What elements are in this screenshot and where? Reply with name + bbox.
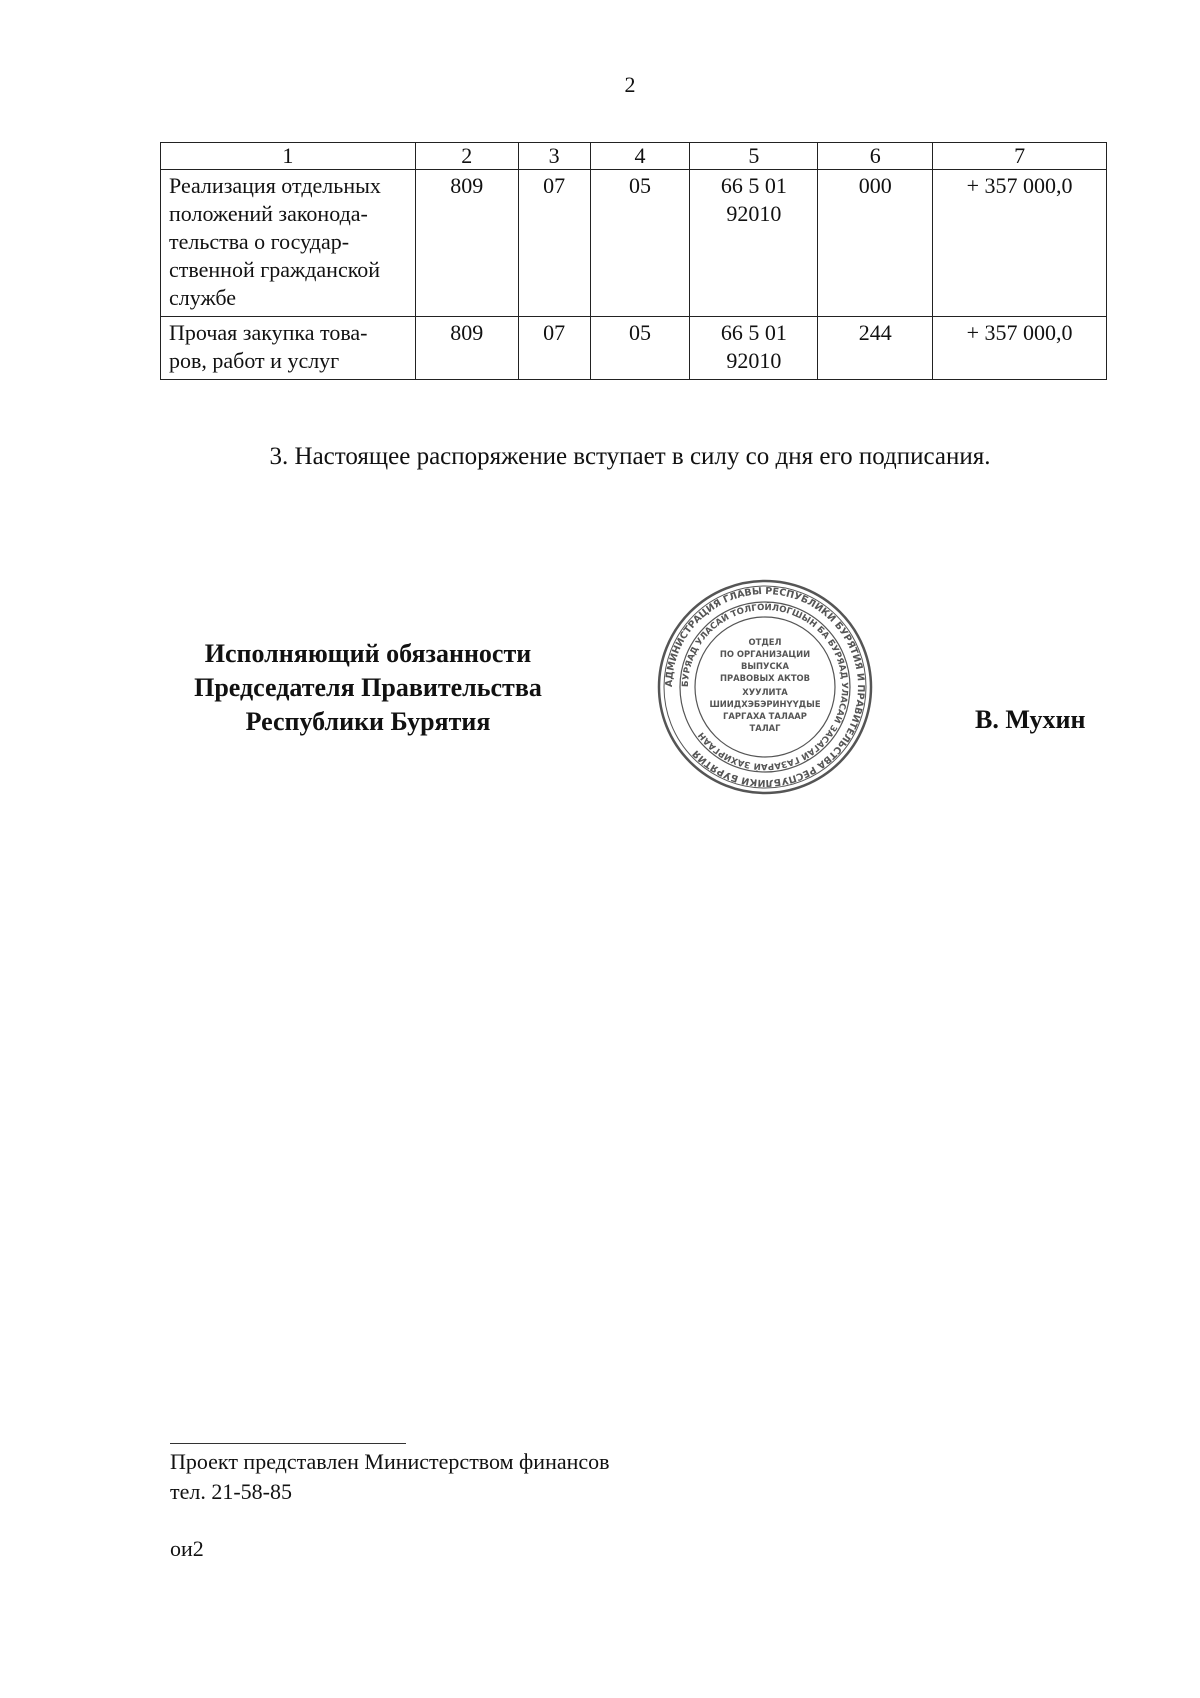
amount-cell: + 357 000,0 <box>933 170 1107 317</box>
signatory-position-line: Председателя Правительства <box>194 673 542 702</box>
table-row <box>161 170 1107 317</box>
target-article-cell <box>690 317 818 380</box>
row-name-line: Прочая закупка това- <box>169 320 368 345</box>
seal-center-line: ВЫПУСКА <box>740 661 790 671</box>
footer-line: Проект представлен Министерством финансов <box>170 1449 610 1474</box>
subsection-cell: 05 <box>590 170 690 317</box>
effective-date-paragraph: 3. Настоящее распоряжение вступает в силу со дня его подписания. <box>269 443 991 470</box>
page-number: 2 <box>624 72 636 97</box>
official-seal <box>655 577 875 797</box>
header-cell: 3 <box>518 143 590 170</box>
document-code: ои2 <box>170 1536 204 1561</box>
seal-center-line: ПО ОРГАНИЗАЦИИ <box>719 649 811 659</box>
section-cell: 07 <box>518 170 590 317</box>
header-cell: 4 <box>590 143 690 170</box>
target-article-line: 92010 <box>726 201 782 226</box>
budget-table <box>160 142 1107 380</box>
header-cell: 6 <box>818 143 933 170</box>
signatory-position-line: Исполняющий обязанности <box>204 639 532 668</box>
target-article-cell <box>690 170 818 317</box>
seal-center-line: ШИИДХЭБЭРИНҮҮДЫЕ <box>709 699 821 709</box>
seal-center-line: ТАЛАГ <box>749 723 781 733</box>
row-name-cell <box>161 170 416 317</box>
row-name-cell <box>161 317 416 380</box>
table-row <box>161 317 1107 380</box>
row-name-line: службе <box>169 285 237 310</box>
signatory-position <box>155 637 581 739</box>
admin-code-cell: 809 <box>415 317 518 380</box>
target-article-line: 66 5 01 <box>720 173 787 198</box>
row-name-line: положений законода- <box>169 201 368 226</box>
seal-center-line: ОТДЕЛ <box>748 637 782 647</box>
seal-center-line: ХУУЛИТА <box>742 687 788 697</box>
row-name-line: ственной гражданской <box>169 257 381 282</box>
footer-divider <box>170 1443 406 1444</box>
amount-cell: + 357 000,0 <box>933 317 1107 380</box>
table-header-row <box>161 143 1107 170</box>
seal-center-line: ПРАВОВЫХ АКТОВ <box>719 673 811 683</box>
section-cell: 07 <box>518 317 590 380</box>
footer-note <box>170 1447 610 1507</box>
row-name-line: Реализация отдельных <box>169 173 381 198</box>
expense-type-cell: 000 <box>818 170 933 317</box>
subsection-cell: 05 <box>590 317 690 380</box>
signatory-name: В. Мухин <box>975 705 1086 734</box>
target-article-line: 92010 <box>726 348 782 373</box>
admin-code-cell: 809 <box>415 170 518 317</box>
header-cell: 1 <box>161 143 416 170</box>
expense-type-cell: 244 <box>818 317 933 380</box>
row-name-line: ров, работ и услуг <box>169 348 340 373</box>
header-cell: 5 <box>690 143 818 170</box>
header-cell: 7 <box>933 143 1107 170</box>
seal-outer-text: АДМИНИСТРАЦИЯ ГЛАВЫ РЕСПУБЛИКИ БУРЯТИЯ И ПРАВИТЕЛЬСТВА РЕСПУБЛИКИ БУРЯТИЯ <box>663 585 867 789</box>
row-name-line: тельства о государ- <box>169 229 350 254</box>
header-cell: 2 <box>415 143 518 170</box>
seal-inner-text: БУРЯАД УЛАСАЙ ТОЛГОЙЛОГШЫН БА БУРЯАД УЛАСАЙ ЗАСАГАЙ ГАЗАРАЙ ЗАХИРГААН <box>680 602 850 772</box>
target-article-line: 66 5 01 <box>720 320 787 345</box>
seal-center-line: ГАРГАХА ТАЛААР <box>723 711 807 721</box>
footer-line: тел. 21-58-85 <box>170 1479 293 1504</box>
signatory-position-line: Республики Бурятия <box>245 707 491 736</box>
